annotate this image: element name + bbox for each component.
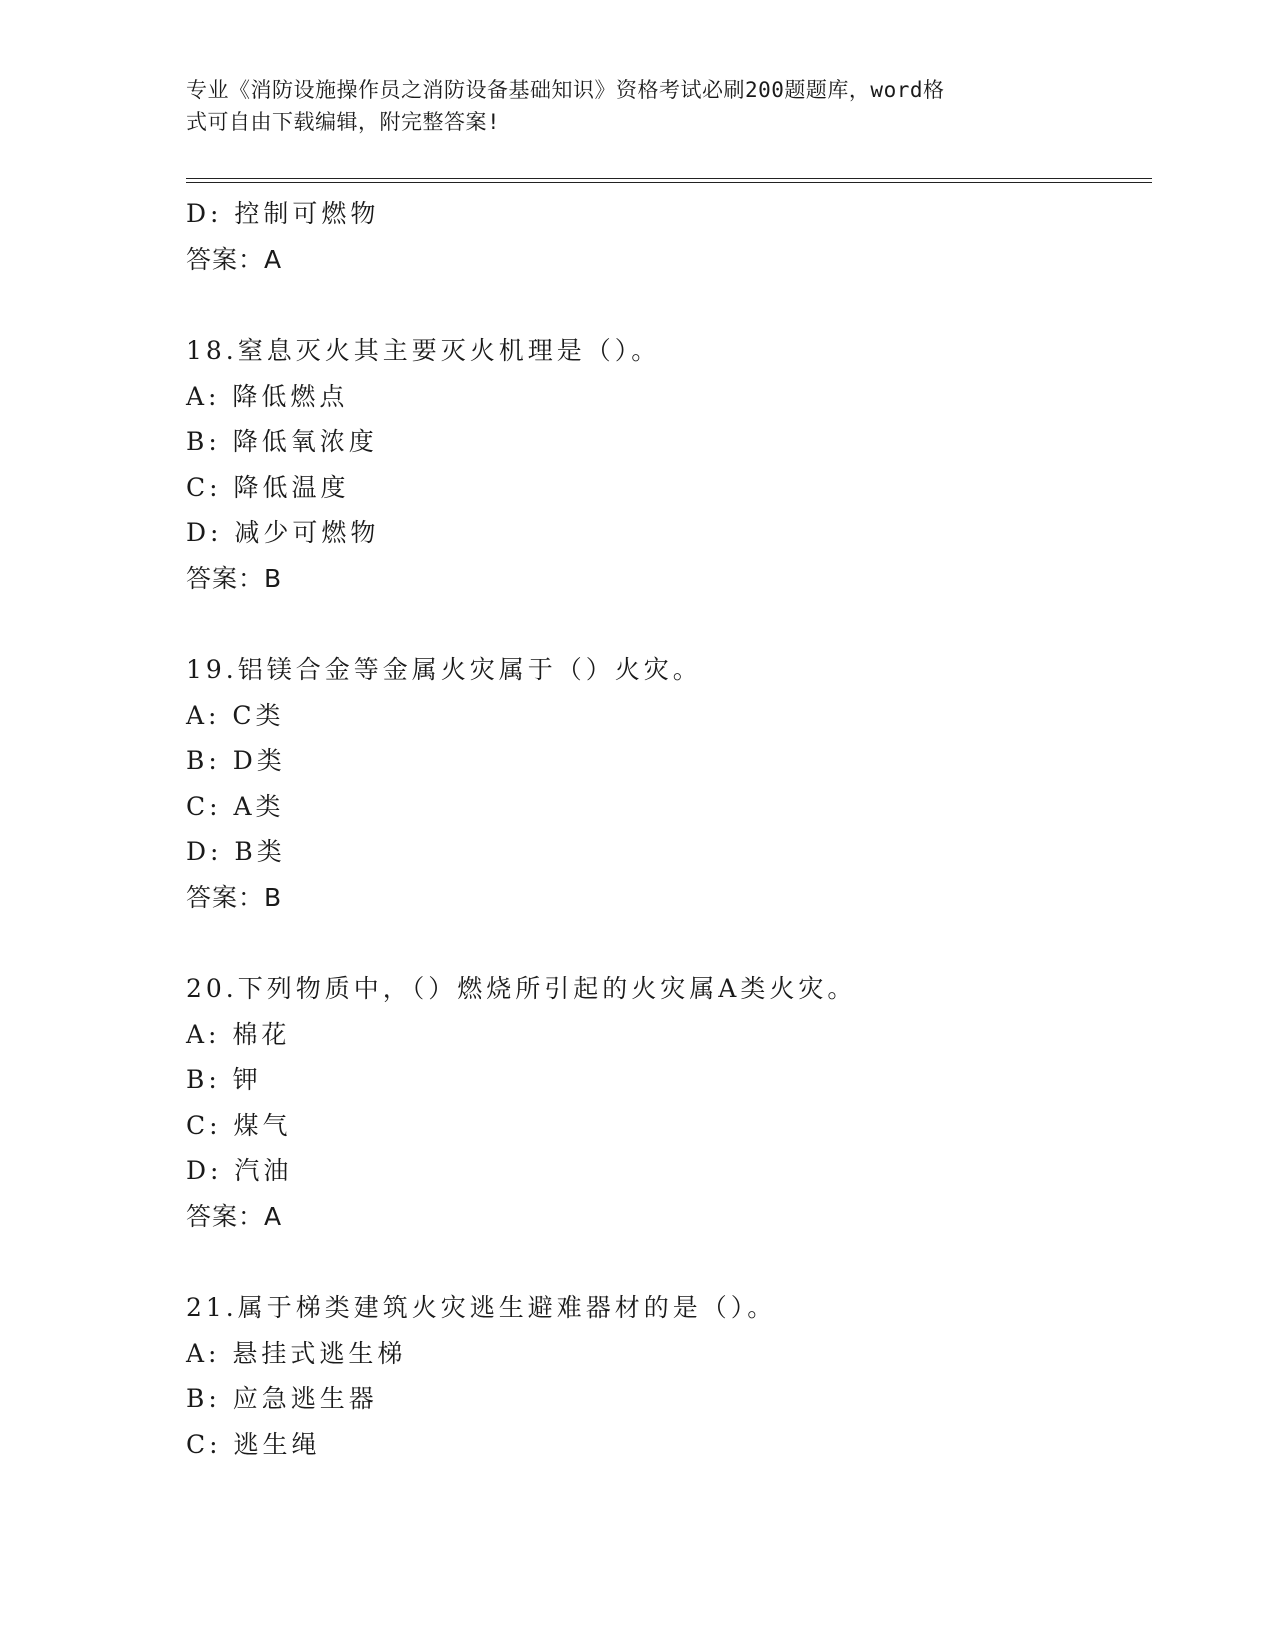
answer: 答案：A — [186, 1201, 283, 1231]
question-stem: 18.窒息灭火其主要灭火机理是（）。 — [186, 336, 661, 365]
prev-option-d: D: 控制可燃物 — [186, 199, 380, 228]
option-a: A: 降低燃点 — [186, 381, 349, 411]
answer: 答案：B — [186, 882, 283, 912]
question-list — [186, 191, 1152, 1467]
option-b: B: 降低氧浓度 — [186, 427, 378, 456]
header-line-1: 专业《消防设施操作员之消防设备基础知识》资格考试必刷200题题库，word格 — [186, 78, 945, 102]
answer: 答案：B — [186, 563, 283, 593]
option-c: C: 降低温度 — [186, 472, 350, 502]
option-c: C: 逃生绳 — [186, 1429, 321, 1459]
question-19 — [186, 647, 1152, 920]
option-b: B: D类 — [186, 746, 286, 775]
option-a: A: 悬挂式逃生梯 — [186, 1338, 407, 1368]
header-line-2: 式可自由下载编辑，附完整答案! — [186, 110, 501, 134]
option-d: D: B类 — [186, 837, 286, 866]
question-stem: 19.铝镁合金等金属火灾属于（）火灾。 — [186, 655, 702, 684]
header-divider-top — [186, 178, 1152, 179]
question-20 — [186, 966, 1152, 1239]
option-b: B: 钾 — [186, 1065, 262, 1094]
option-a: A: 棉花 — [186, 1019, 291, 1049]
option-c: C: 煤气 — [186, 1110, 292, 1140]
header-divider-bottom — [186, 182, 1152, 183]
option-d: D: 汽油 — [186, 1156, 293, 1185]
prev-answer: 答案：A — [186, 244, 283, 274]
option-a: A: C类 — [186, 700, 285, 730]
option-d: D: 减少可燃物 — [186, 518, 380, 547]
question-21 — [186, 1285, 1152, 1467]
option-c: C: A类 — [186, 791, 285, 821]
document-header — [186, 74, 1066, 138]
option-b: B: 应急逃生器 — [186, 1384, 378, 1413]
question-stem: 20.下列物质中，（）燃烧所引起的火灾属A类火灾。 — [186, 974, 857, 1003]
question-stem: 21.属于梯类建筑火灾逃生避难器材的是（）。 — [186, 1293, 777, 1322]
question-18 — [186, 328, 1152, 601]
